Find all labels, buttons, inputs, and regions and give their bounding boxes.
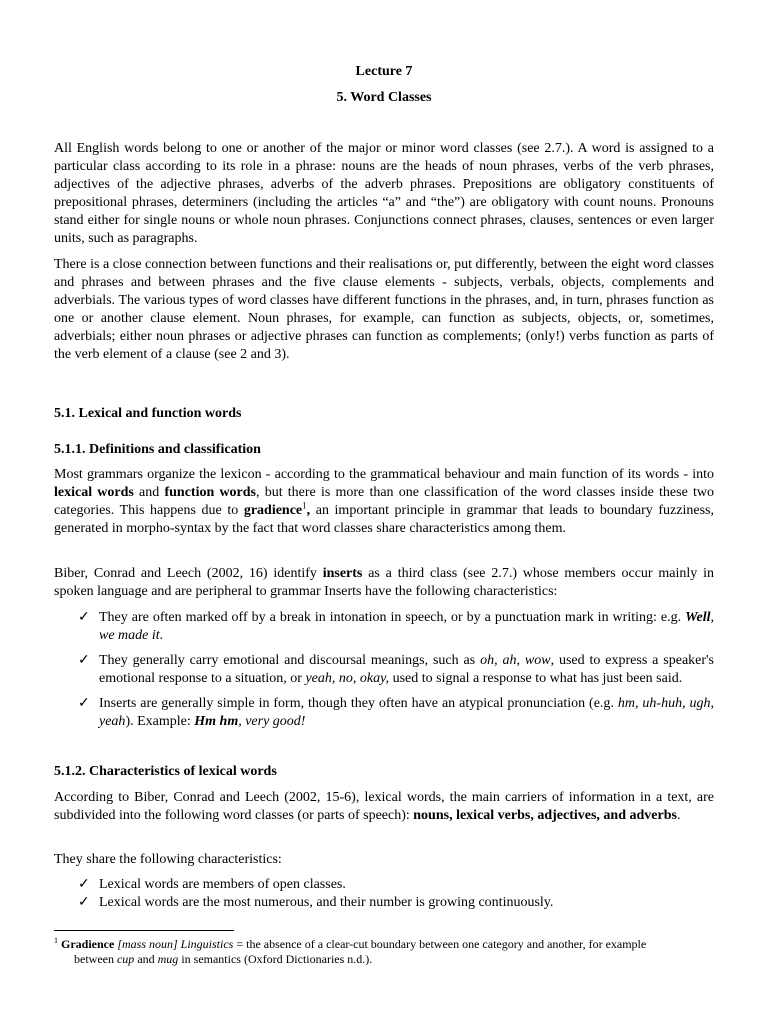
list-item: ✓ Lexical words are the most numerous, and their number is growing continuously. xyxy=(78,895,554,910)
list-item: ✓ They are often marked off by a break in intonation in speech, or by a punctuation mark in writing: e.g. Well, we made it. xyxy=(78,610,714,643)
section-heading-5-1-1: 5.1.1. Definitions and classification xyxy=(54,442,261,457)
inserts-bullet-list xyxy=(78,609,714,731)
list-item: ✓ They generally carry emotional and discoursal meanings, such as oh, ah, wow, used to express a speaker's emotional response to a situation, or yeah, no, okay, used to signal a response to what has just been said. xyxy=(78,653,714,686)
lexical-bullet-list xyxy=(78,876,714,912)
checkmark-icon: ✓ xyxy=(78,653,90,668)
intro-paragraph-1: All English words belong to one or another of the major or minor word classes (see 2.7.). A word is assigned to a particular class according to its role in a phrase: nouns are the heads of noun phrases, verbs of the verb phrases, adjectives of the adjective phrases, adverbs of the adverb phrases. Prepositions are obligatory constituents of prepositional phrases, determiners (including the articles “a” and “the”) are obligatory with count nouns. Pronouns stand either for single nouns or whole noun phrases. Conjunctions connect phrases, clauses, sentences or even larger units, such as paragraphs. xyxy=(54,141,714,246)
paragraph-lexical-words: According to Biber, Conrad and Leech (2002, 15-6), lexical words, the main carriers of information in a text, are subdivided into the following word classes (or parts of speech): nouns, lexical verbs, adjectives, and adverbs. xyxy=(54,790,714,823)
section-heading-5-1: 5.1. Lexical and function words xyxy=(54,406,242,421)
paragraph-characteristics: They share the following characteristics: xyxy=(54,852,282,867)
checkmark-icon: ✓ xyxy=(78,610,90,625)
checkmark-icon: ✓ xyxy=(78,696,90,711)
chapter-title: 5. Word Classes xyxy=(336,90,432,105)
paragraph-inserts: Biber, Conrad and Leech (2002, 16) identify inserts as a third class (see 2.7.) whose members occur mainly in spoken language and are peripheral to grammar Inserts have the following characteristics: xyxy=(54,566,714,599)
footnote: $^1$ Gradience [mass noun] Linguistics = the absence of a clear-cut boundary between one category and another, for example between cup and mug in semantics (Oxford Dictionaries n.d.). xyxy=(54,936,647,966)
checkmark-icon: ✓ xyxy=(78,895,90,910)
checkmark-icon: ✓ xyxy=(78,877,90,892)
paragraph-definitions: Most grammars organize the lexicon - according to the grammatical behaviour and main function of its words - into lexical words and function words, but there is more than one classification of the word classes inside these two categories. This happens due to gradience$^1$, an important principle in grammar that leads to boundary fuzziness, generated in morpho-syntax by the fact that word classes share characteristics among them. xyxy=(54,467,714,536)
section-heading-5-1-2: 5.1.2. Characteristics of lexical words xyxy=(54,764,277,779)
intro-paragraph-2: There is a close connection between functions and their realisations or, put differently, between the eight word classes and phrases and between phrases and the five clause elements - subjects, verbals, objects, complements and adverbials. The various types of word classes have different functions in the phrases, and, in turn, phrases function as one or another clause element. Noun phrases, for example, can function as subjects, objects, or, sometimes, adverbials; either noun phrases or adjective phrases can function as complements; (only!) verbs function as parts of the verb element of a clause (see 2 and 3). xyxy=(54,257,714,362)
list-item: ✓ Lexical words are members of open classes. xyxy=(78,877,346,892)
list-item: ✓ Inserts are generally simple in form, though they often have an atypical pronunciation (e.g. hm, uh-huh, ugh, yeah). Example: Hm hm, very good! xyxy=(78,696,714,729)
footnote-divider xyxy=(54,930,234,931)
lecture-title: Lecture 7 xyxy=(355,64,413,79)
footnote-ref: 1 xyxy=(302,500,307,511)
